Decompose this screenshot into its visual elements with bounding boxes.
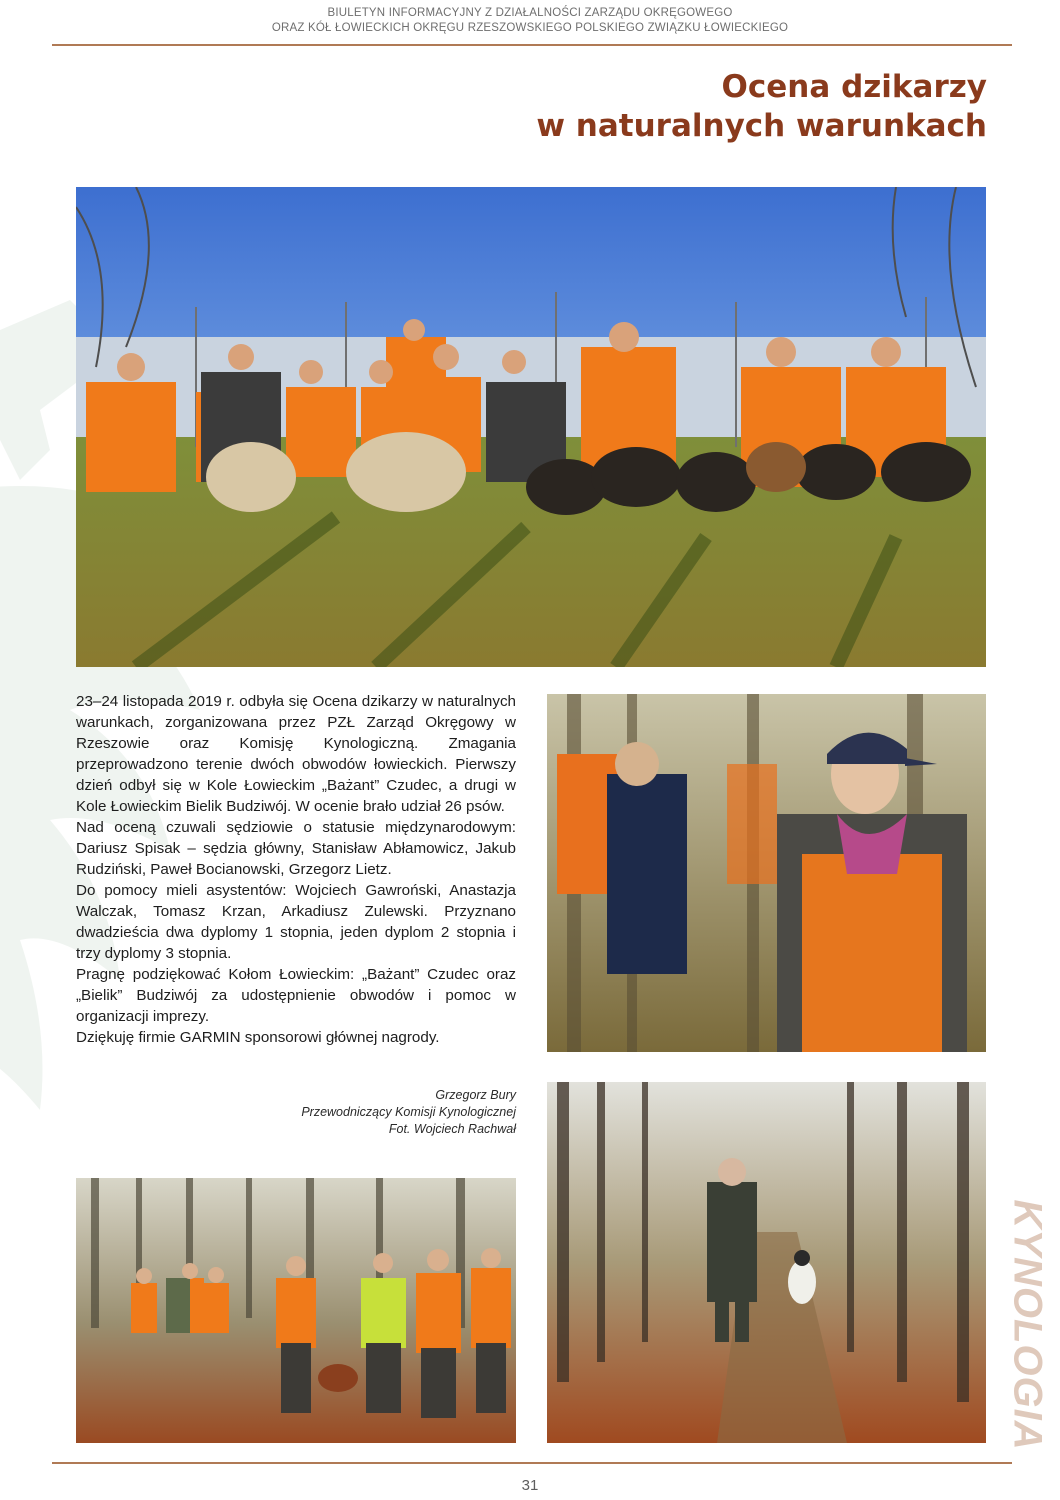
section-label-text: KYNOLOGIA <box>1005 1199 1050 1451</box>
photo-man-walking-path <box>547 1082 986 1443</box>
photo-woman-in-forest <box>547 694 986 1052</box>
article-paragraph: Nad oceną czuwali sędziowie o statusie międzynarodowym: Dariusz Spisak – sędzia główny, Stanisław Abłamowicz, Jakub Rudziński, Paweł Bocianowski, Grzegorz Lietz. <box>76 819 516 878</box>
title-line-1: Ocena dzikarzy <box>721 69 987 105</box>
article-body <box>76 691 516 1048</box>
page-number: 31 <box>521 1477 539 1494</box>
article-paragraph: Pragnę podziękować Kołom Łowieckim: „Bażant” Czudec oraz „Bielik” Budziwój za udostępnienie obwodów i pomoc w organizacji imprezy. <box>76 966 516 1025</box>
photo-hunters-with-dogs <box>76 187 986 667</box>
header-line-1: BIULETYN INFORMACYJNY Z DZIAŁALNOŚCI ZARZĄDU OKRĘGOWEGO <box>327 7 733 19</box>
article-title <box>536 68 987 146</box>
publication-header <box>0 6 1060 36</box>
article-paragraph: Do pomocy mieli asystentów: Wojciech Gawroński, Anastazja Walczak, Tomasz Krzan, Arkadiusz Zulewski. Przyznano dwadzieścia dwa dyplomy 1 stopnia, jeden dyplom 2 stopnia i trzy dyplomy 3 stopnia. <box>76 882 516 962</box>
photo-group-in-forest <box>76 1178 516 1443</box>
bottom-rule <box>52 1462 1012 1464</box>
author-role: Przewodniczący Komisji Kynologicznej <box>301 1105 516 1119</box>
article-paragraph: Dziękuję firmie GARMIN sponsorowi głównej nagrody. <box>76 1029 440 1046</box>
article-credits <box>76 1087 516 1138</box>
author-name: Grzegorz Bury <box>435 1088 516 1102</box>
section-label-vertical <box>1003 1195 1051 1455</box>
photo-credit: Fot. Wojciech Rachwał <box>388 1122 516 1136</box>
title-line-2: w naturalnych warunkach <box>536 108 987 144</box>
top-rule <box>52 44 1012 46</box>
header-line-2: ORAZ KÓŁ ŁOWIECKICH OKRĘGU RZESZOWSKIEGO POLSKIEGO ZWIĄZKU ŁOWIECKIEGO <box>271 22 789 34</box>
article-paragraph: 23–24 listopada 2019 r. odbyła się Ocena dzikarzy w naturalnych warunkach, zorganizowana przez PZŁ Zarząd Okręgowy w Rzeszowie oraz Komisję Kynologiczną. Zmagania przeprowadzono terenie dwóch obwodów łowieckich. Pierwszy dzień odbył się w Kole Łowieckim „Bażant” Czudec, a drugi w Kole Łowieckim Bielik Budziwój. W ocenie brało udział 26 psów. <box>76 693 516 815</box>
